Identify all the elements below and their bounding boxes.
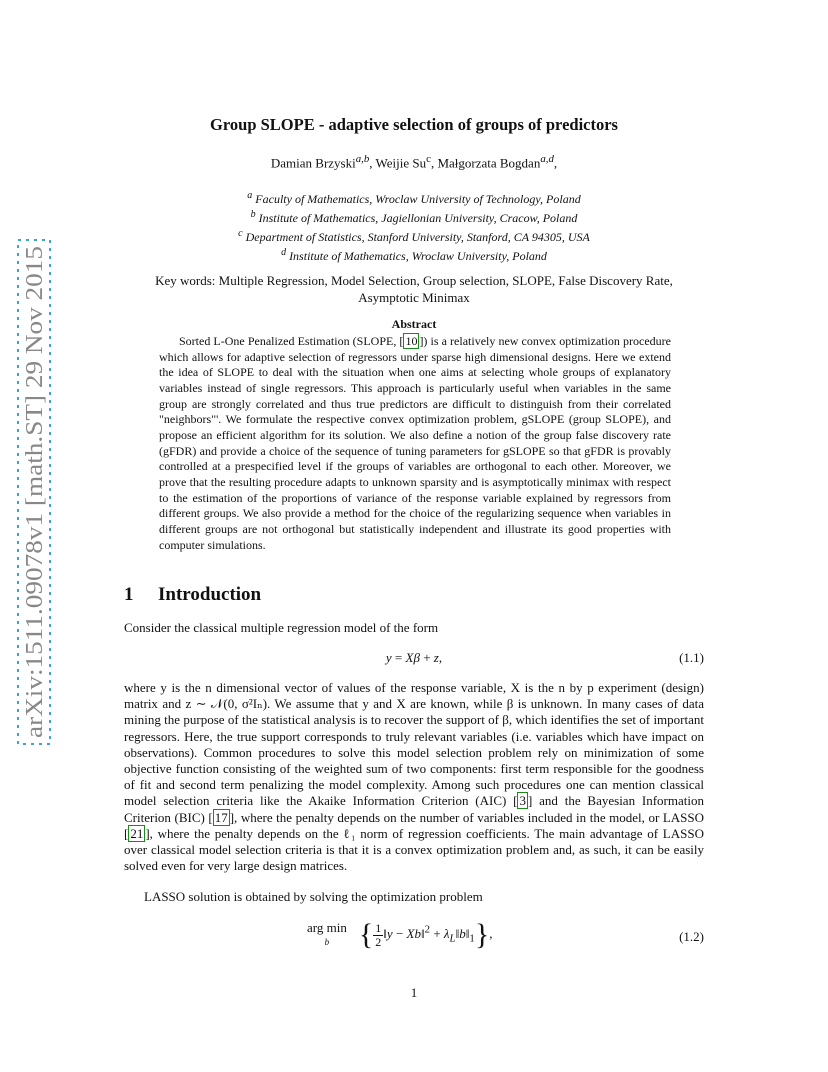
abstract-heading: Abstract <box>391 317 437 331</box>
equation-1-2 <box>124 918 704 962</box>
citation-link[interactable]: 3 <box>519 793 526 809</box>
author-name: Małgorzata Bogdan <box>437 155 541 171</box>
affiliation: $^a$ Faculty of Mathematics, Wroclaw University of Technology, Poland <box>247 190 581 206</box>
section-heading <box>124 584 261 606</box>
page-number: 1 <box>410 985 418 1000</box>
affiliation: $^d$ Institute of Mathematics, Wroclaw University, Poland <box>281 247 547 263</box>
arxiv-stamp <box>16 238 52 746</box>
abstract-text: Sorted L-One Penalized Estimation (SLOPE, [ 10 ]) is a relatively new convex optimization procedure which allows for adaptive selection of regressors under sparse high dimensional designs. Here we extend the idea of SLOPE to deal with the situation when one aims at selecting whole groups of explanatory variables instead of single regressors. This approach is particularly useful when variables in the same group are strongly correlated and thus true predictors are difficult to distinguish from their correlated "neighbors"'. We formulate the respective convex optimization problem, gSLOPE (group SLOPE), and propose an efficient algorithm for its solution. We also define a notion of the group false discovery rate (gFDR) and provide a choice of the sequence of tuning parameters for gSLOPE so that gFDR is provably controlled at a prespecified level if the groups of variables are orthogonal to each other. Moreover, we prove that the resulting procedure adapts to unknown sparsity and is asymptotically minimax with respect to the estimation of the proportions of variance of the response variable explained by regressors from different groups. We also provide a method for the choice of the regularizing sequence when variables in different groups are not orthogonal but statistically independent and illustrate its good properties with computer simulations. <box>159 334 671 552</box>
equation-label: (1.2) <box>679 929 704 944</box>
author-affil-mark: a,d <box>540 153 554 165</box>
affiliations <box>124 188 704 264</box>
citation-link[interactable]: 17 <box>214 809 228 825</box>
equation-body: y = Xβ + z, <box>385 650 443 665</box>
equation-1-1 <box>124 650 704 668</box>
author-affil-mark: c <box>426 153 431 165</box>
equation-label: (1.1) <box>679 650 704 665</box>
keywords-line: Key words: Multiple Regression, Model Selection, Group selection, SLOPE, False Discovery Rate, <box>155 273 673 288</box>
citation-link[interactable]: 10 <box>405 334 418 348</box>
author-list: Damian Brzyski$^{a,b}$, Weijie Su$^c$, Małgorzata Bogdan$^{a,d}$, <box>270 153 558 171</box>
citation-link[interactable]: 21 <box>130 825 144 841</box>
author-affil-mark: a,b <box>355 153 370 165</box>
section-number: 1 <box>124 584 134 605</box>
keywords-line: Asymptotic Minimax <box>358 290 470 305</box>
affiliation: $^b$ Institute of Mathematics, Jagiellonian University, Cracow, Poland <box>250 209 578 225</box>
arxiv-stamp-text: arXiv:1511.09078v1 [math.ST] 29 Nov 2015 <box>22 304 48 738</box>
author-name: Weijie Su <box>375 155 427 171</box>
paragraph: Consider the classical multiple regression model of the form <box>124 620 439 635</box>
equation-body: arg min b { $\frac{1}{2}$ ‖y − Xb‖$^2$ + $\lambda_L‖b‖_1$}, <box>307 918 493 951</box>
paper-title: Group SLOPE - adaptive selection of groups of predictors <box>210 115 618 134</box>
section-title: Introduction <box>158 584 262 605</box>
keywords <box>124 272 704 306</box>
paragraph: LASSO solution is obtained by solving the optimization problem <box>144 889 483 904</box>
author-name: Damian Brzyski <box>270 155 356 171</box>
affiliation: $^c$ Department of Statistics, Stanford University, Stanford, CA 94305, USA <box>238 228 590 244</box>
paragraph: where y is the n dimensional vector of values of the response variable, X is the n by p experiment (design) matrix and z ∼ 𝒩(0, σ²Iₙ). We assume that y and X are known, while β is unknown. In many cases of data mining the purpose of the statistical analysis is to recover the support of β, which identifies the set of important regressors. Here, the true support corresponds to truly relevant variables (i.e. variables which have impact on observations). Common procedures to solve this model selection problem rely on minimization of some objective function consisting of the weighted sum of two components: first term responsible for the goodness of fit and second term penalizing the model complexity. Among such procedures one can mention classical model selection criteria like the Akaike Information Criterion (AIC) [ 3 ] and the Bayesian Information Criterion (BIC) [ 17 ], where the penalty depends on the number of variables included in the model, or LASSO [ 21 ], where the penalty depends on the ℓ₁ norm of regression coefficients. The main advantage of LASSO over classical model selection criteria is that it is a convex optimization problem and, as such, it can be easily solved even for very large design matrices. <box>124 680 705 874</box>
